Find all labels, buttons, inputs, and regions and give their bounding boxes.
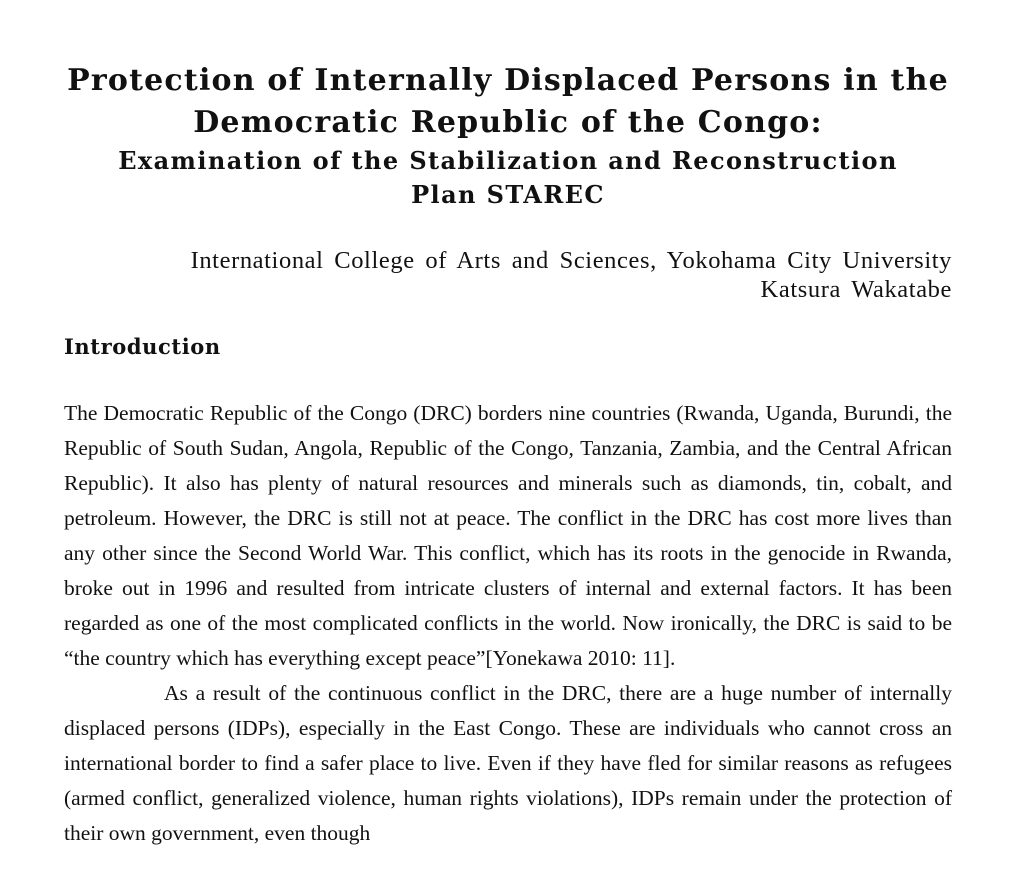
title-line-1: Protection of Internally Displaced Persons in the — [67, 63, 949, 98]
title-line-2: Democratic Republic of the Congo: — [193, 105, 823, 140]
author-block — [64, 246, 952, 304]
subtitle-line-2: Plan STAREC — [411, 180, 605, 209]
author-name: Katsura Wakatabe — [760, 276, 952, 303]
author-affiliation: International College of Arts and Sciences, Yokohama City University — [190, 247, 952, 274]
paragraph-2: As a result of the continuous conflict in the DRC, there are a huge number of internally displaced persons (IDPs), especially in the East Congo. These are individuals who cannot cross an international border to find a safer place to live. Even if they have fled for similar reasons as refugees (armed conflict, generalized violence, human rights violations), IDPs remain under the protection of their own government, even though — [64, 681, 952, 845]
section-heading: Introduction — [64, 334, 221, 359]
section-body — [64, 396, 952, 851]
paper-subtitle — [64, 144, 952, 212]
paper-title — [64, 60, 952, 144]
subtitle-line-1: Examination of the Stabilization and Reconstruction — [118, 146, 898, 175]
paragraph-1: The Democratic Republic of the Congo (DRC) borders nine countries (Rwanda, Uganda, Burundi, the Republic of South Sudan, Angola, Republic of the Congo, Tanzania, Zambia, and the Central African Republic). It also has plenty of natural resources and minerals such as diamonds, tin, cobalt, and petroleum. However, the DRC is still not at peace. The conflict in the DRC has cost more lives than any other since the Second World War. This conflict, which has its roots in the genocide in Rwanda, broke out in 1996 and resulted from intricate clusters of internal and external factors. It has been regarded as one of the most complicated conflicts in the world. Now ironically, the DRC is said to be “the country which has everything except peace”[Yonekawa 2010: 11]. — [64, 401, 952, 670]
paper-page — [64, 60, 952, 851]
